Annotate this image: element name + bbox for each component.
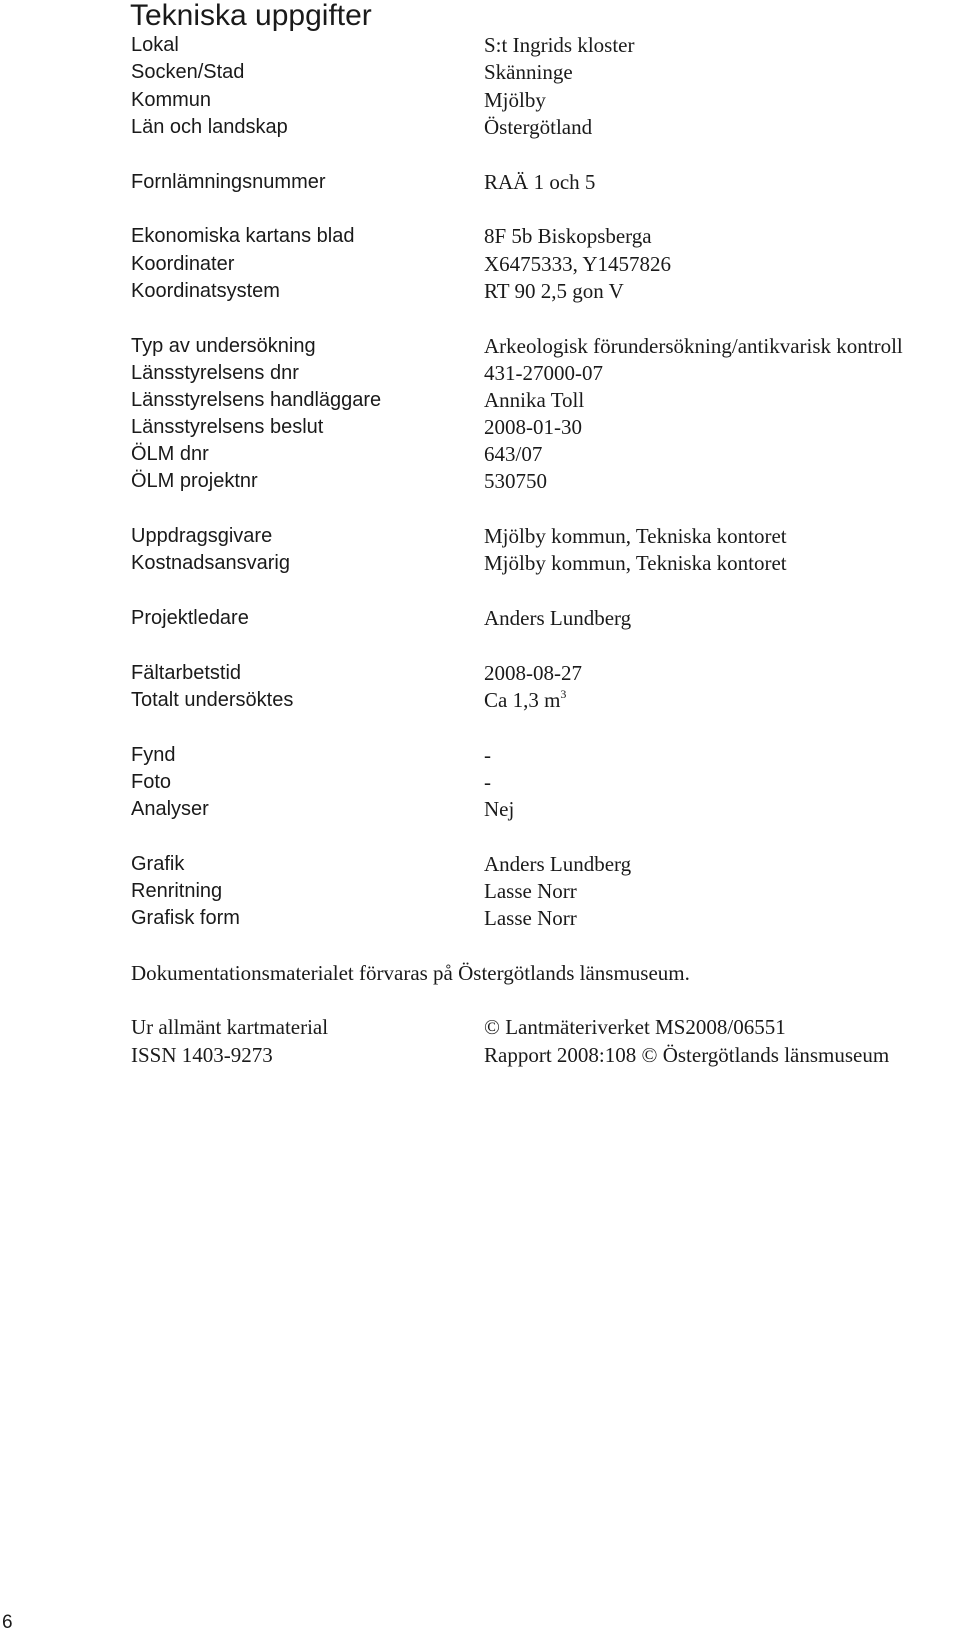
label-olm-projektnr: ÖLM projektnr	[131, 470, 258, 492]
label-issn: ISSN 1403-9273	[131, 1043, 273, 1067]
value-totalt-text: Ca 1,3 m	[484, 688, 561, 712]
page-number: 6	[2, 1612, 13, 1633]
label-renritning: Renritning	[131, 880, 223, 902]
value-olm-projektnr: 530750	[484, 469, 547, 493]
value-projektledare: Anders Lundberg	[484, 606, 632, 630]
label-ekonomiska: Ekonomiska kartans blad	[131, 225, 355, 247]
page-title: Tekniska uppgifter	[130, 0, 372, 32]
value-analyser: Nej	[484, 797, 515, 821]
label-lst-beslut: Länsstyrelsens beslut	[131, 416, 324, 438]
value-socken: Skänninge	[484, 60, 573, 84]
value-faltarbetstid: 2008-08-27	[484, 661, 582, 685]
label-typ: Typ av undersökning	[131, 335, 316, 357]
value-grafisk-form: Lasse Norr	[484, 906, 577, 930]
value-lst-dnr: 431-27000-07	[484, 361, 603, 385]
label-koordinatsystem: Koordinatsystem	[131, 280, 280, 302]
label-fynd: Fynd	[131, 744, 176, 766]
label-analyser: Analyser	[131, 798, 209, 820]
value-lst-handlaggare: Annika Toll	[484, 388, 585, 412]
value-lst-beslut: 2008-01-30	[484, 415, 582, 439]
value-totalt	[484, 686, 566, 714]
label-foto: Foto	[131, 771, 172, 793]
label-kartmaterial: Ur allmänt kartmaterial	[131, 1015, 329, 1039]
value-koordinater: X6475333, Y1457826	[484, 252, 672, 276]
value-uppdragsgivare: Mjölby kommun, Tekniska kontoret	[484, 524, 787, 548]
label-grafisk-form: Grafisk form	[131, 907, 240, 929]
label-lst-dnr: Länsstyrelsens dnr	[131, 362, 299, 384]
label-socken: Socken/Stad	[131, 61, 245, 83]
label-fornlamning: Fornlämningsnummer	[131, 171, 326, 193]
value-kostnadsansvarig: Mjölby kommun, Tekniska kontoret	[484, 551, 787, 575]
value-foto: -	[484, 770, 491, 794]
value-fornlamning: RAÄ 1 och 5	[484, 170, 596, 194]
label-faltarbetstid: Fältarbetstid	[131, 662, 242, 684]
value-typ: Arkeologisk förundersökning/antikvarisk kontroll	[484, 334, 903, 358]
value-totalt-exponent: 3	[560, 687, 567, 701]
label-totalt: Totalt undersöktes	[131, 689, 294, 711]
label-olm-dnr: ÖLM dnr	[131, 443, 209, 465]
value-ekonomiska: 8F 5b Biskopsberga	[484, 224, 652, 248]
value-olm-dnr: 643/07	[484, 442, 543, 466]
value-kartmaterial: © Lantmäteriverket MS2008/06551	[484, 1015, 786, 1039]
value-lan: Östergötland	[484, 115, 593, 139]
dokumentation-note: Dokumentationsmaterialet förvaras på Östergötlands länsmuseum.	[131, 961, 690, 985]
label-lan: Län och landskap	[131, 116, 288, 138]
label-lst-handlaggare: Länsstyrelsens handläggare	[131, 389, 382, 411]
value-grafik: Anders Lundberg	[484, 852, 632, 876]
value-kommun: Mjölby	[484, 88, 546, 112]
label-koordinater: Koordinater	[131, 253, 235, 275]
value-renritning: Lasse Norr	[484, 879, 577, 903]
label-projektledare: Projektledare	[131, 607, 249, 629]
label-kostnadsansvarig: Kostnadsansvarig	[131, 552, 290, 574]
value-lokal: S:t Ingrids kloster	[484, 33, 635, 57]
value-koordinatsystem: RT 90 2,5 gon V	[484, 279, 624, 303]
label-uppdragsgivare: Uppdragsgivare	[131, 525, 273, 547]
value-rapport: Rapport 2008:108 © Östergötlands länsmuseum	[484, 1043, 890, 1067]
label-grafik: Grafik	[131, 853, 185, 875]
label-lokal: Lokal	[131, 34, 179, 56]
label-kommun: Kommun	[131, 89, 212, 111]
value-fynd: -	[484, 743, 491, 767]
